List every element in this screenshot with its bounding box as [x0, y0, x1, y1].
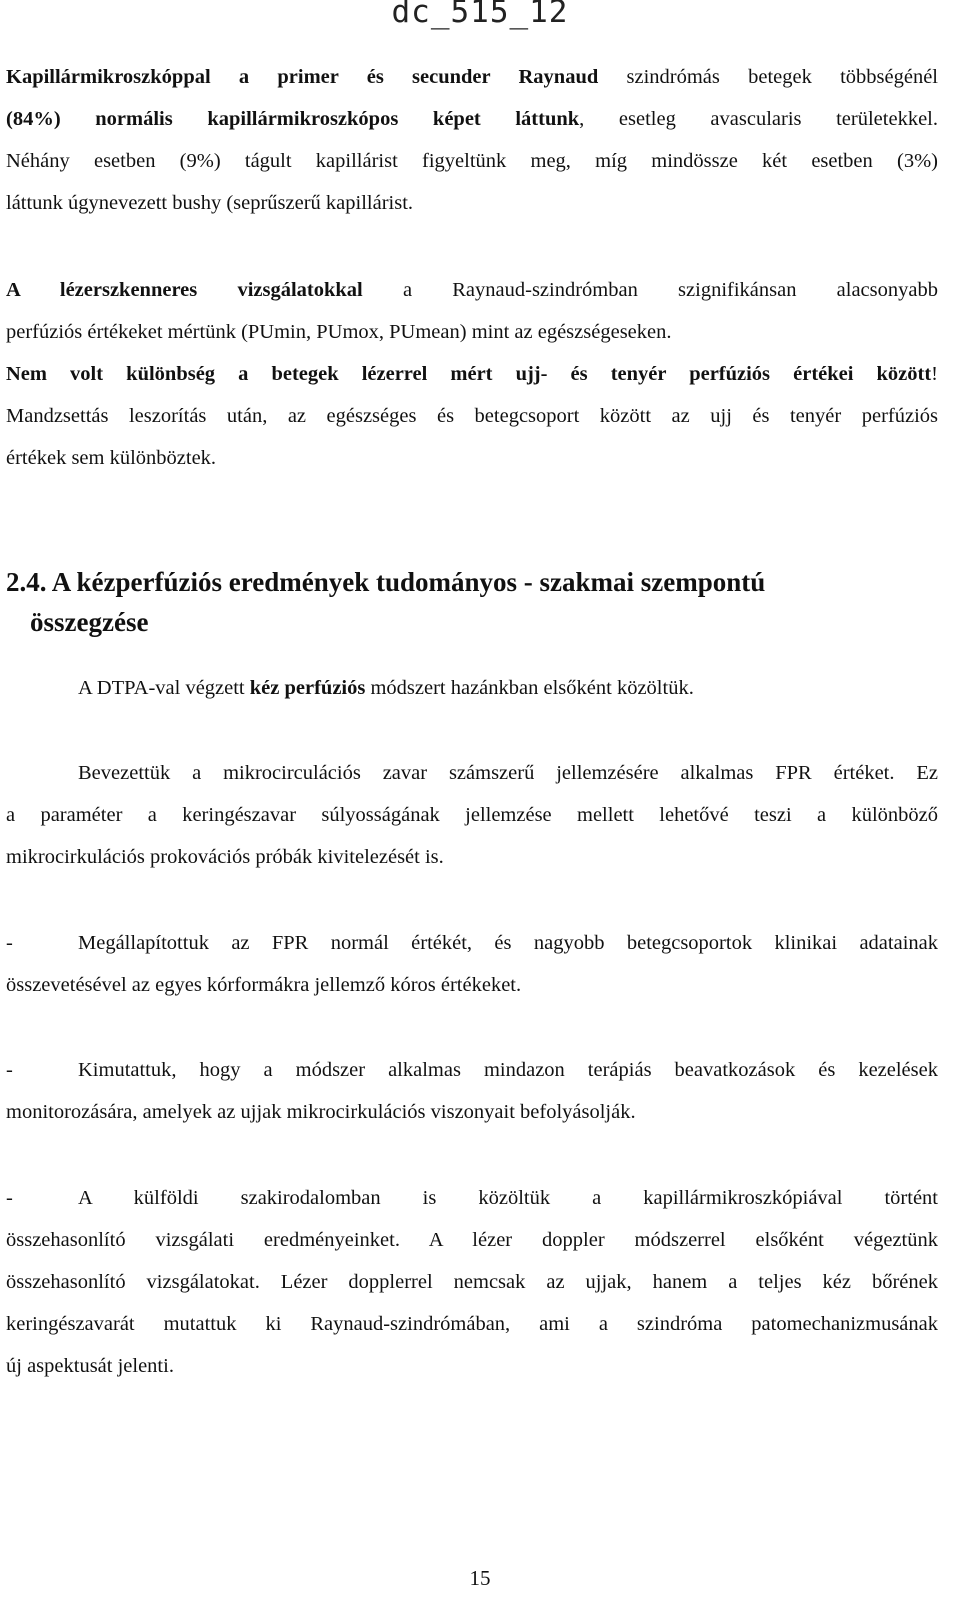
bold-text: A lézerszkenneres vizsgálatokkal — [6, 279, 363, 301]
text-line: láttunk úgynevezett bushy (seprűszerű kapillárist. — [6, 192, 414, 214]
text-line: összehasonlító vizsgálati eredményeinket. A lézer doppler módszerrel elsőként végeztünk — [6, 1229, 938, 1251]
text-line — [6, 353, 938, 395]
text-segment: Kimutattuk, hogy a módszer alkalmas mindazon terápiás beavatkozások és kezelések — [78, 1059, 938, 1081]
list-dash: - — [6, 932, 13, 954]
text-line: Néhány esetben (9%) tágult kapillárist figyeltünk meg, míg mindössze két esetben (3%) — [6, 150, 938, 172]
heading-line: 2.4. A kézperfúziós eredmények tudományos - szakmai szempontú — [6, 567, 766, 597]
text-line: összevetésével az egyes kórformákra jellemző kóros értékeket. — [6, 974, 522, 996]
text-segment: módszert hazánkban elsőként közöltük. — [365, 677, 694, 699]
bold-text: Kapillármikroszkóppal a primer és secunder Raynaud — [6, 66, 599, 88]
text-segment: ! — [931, 363, 938, 385]
text-line — [6, 56, 938, 98]
list-item — [6, 1049, 938, 1133]
paragraph-dtpa — [6, 667, 938, 709]
bold-text: kéz perfúziós — [249, 677, 366, 699]
bold-text: Nem volt különbség a betegek lézerrel mért ujj- és tenyér perfúziós értékei között — [6, 363, 932, 385]
text-line — [6, 98, 938, 140]
text-line — [6, 922, 938, 964]
heading-line: összegzése — [30, 607, 149, 637]
text-line: mikrocirkulációs prokovációs próbák kivitelezését is. — [6, 846, 444, 868]
text-line — [6, 1049, 938, 1091]
text-segment: a Raynaud-szindrómban szignifikánsan alacsonyabb — [362, 279, 938, 301]
text-line: keringészavarát mutattuk ki Raynaud-szindrómában, ami a szindróma patomechanizmusának — [6, 1313, 938, 1335]
text-line: Bevezettük a mikrocirculációs zavar számszerű jellemzésére alkalmas FPR értéket. Ez — [78, 762, 938, 784]
text-line — [6, 269, 938, 311]
text-segment: A DTPA-val végzett — [78, 677, 250, 699]
text-line: monitorozására, amelyek az ujjak mikrocirkulációs viszonyait befolyásolják. — [6, 1101, 636, 1123]
text-line: összehasonlító vizsgálatokat. Lézer dopplerrel nemcsak az ujjak, hanem a teljes kéz bőrének — [6, 1271, 938, 1293]
list-dash: - — [6, 1059, 13, 1081]
text-line: a paraméter a keringészavar súlyosságának jellemzése mellett lehetővé teszi a különböző — [6, 804, 938, 826]
document-id: dc_515_12 — [391, 0, 569, 30]
text-segment: Megállapítottuk az FPR normál értékét, és nagyobb betegcsoportok klinikai adatainak — [78, 932, 938, 954]
text-line: értékek sem különböztek. — [6, 447, 217, 469]
page-number: 15 — [469, 1566, 491, 1590]
list-item — [6, 1177, 938, 1387]
list-dash: - — [6, 1187, 13, 1209]
text-line: Mandzsettás leszorítás után, az egészséges és betegcsoport között az ujj és tenyér perfúziós — [6, 405, 938, 427]
text-line — [6, 1177, 938, 1219]
text-segment: , esetleg avascularis területekkel. — [579, 108, 938, 130]
paragraph-capillaroscopy — [6, 56, 938, 224]
text-line: perfúziós értékeket mértünk (PUmin, PUmox, PUmean) mint az egészségeseken. — [6, 321, 672, 343]
paragraph-fpr — [6, 752, 938, 878]
text-line: új aspektusát jelenti. — [6, 1355, 174, 1377]
text-segment: A külföldi szakirodalomban is közöltük a kapillármikroszkópiával történt — [78, 1187, 938, 1209]
text-segment: szindrómás betegek többségénél — [598, 66, 938, 88]
text-line — [6, 667, 938, 709]
paragraph-laser-scanner — [6, 269, 938, 479]
list-item — [6, 922, 938, 1006]
section-heading — [6, 562, 938, 642]
bold-text: (84%) normális kapillármikroszkópos képet láttunk — [6, 108, 580, 130]
